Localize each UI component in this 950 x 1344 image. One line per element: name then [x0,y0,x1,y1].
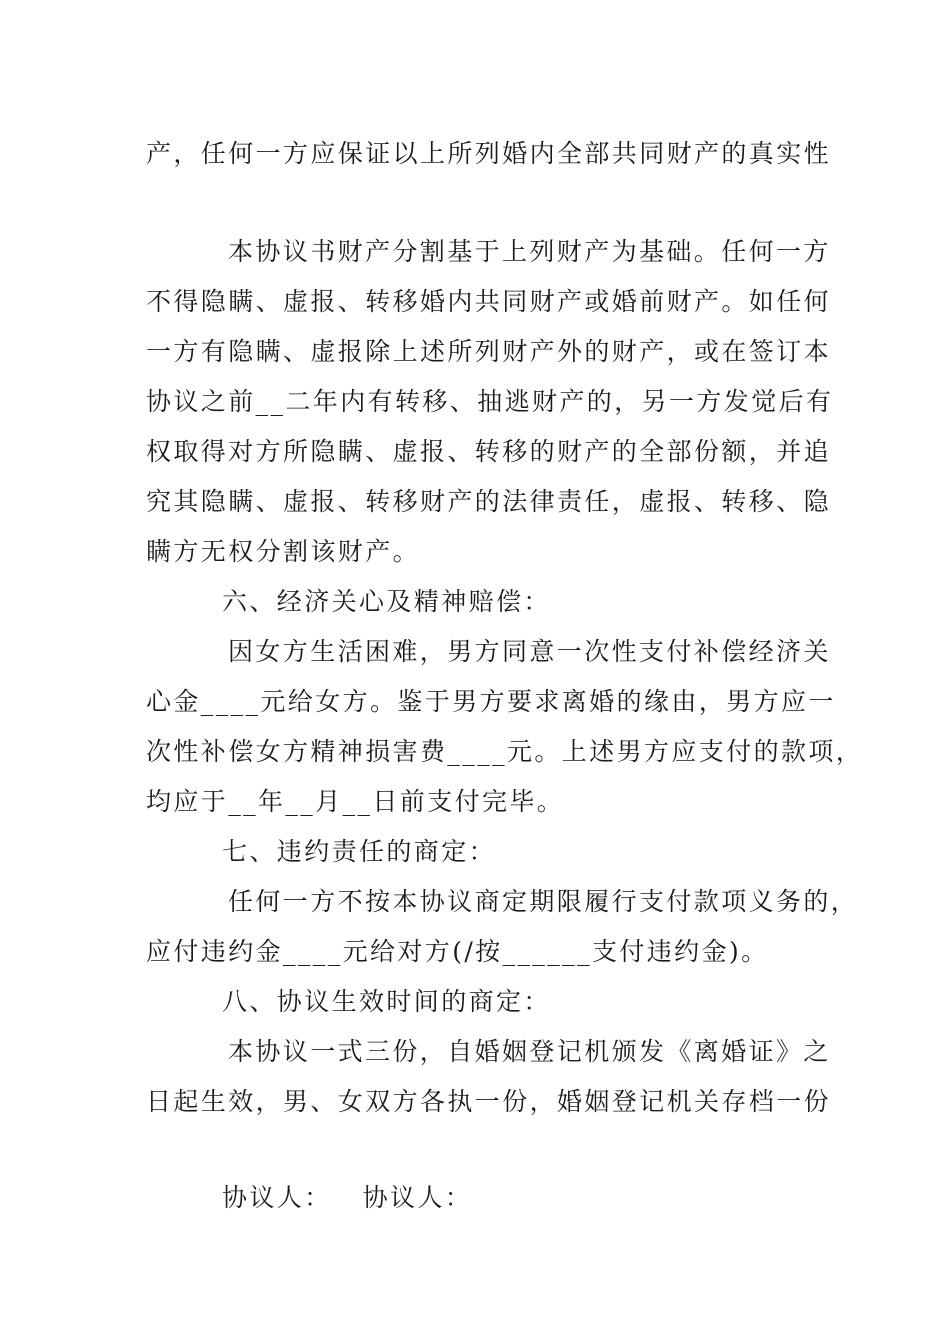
property-para-line: 权取得对方所隐瞒、虚报、转移的财产的全部份额，并追 [146,437,832,466]
section-6-line: 心金____元给女方。鉴于男方要求离婚的缘由，男方应一 [146,687,836,716]
paragraph-continuation: 产，任何一方应保证以上所列婚内全部共同财产的真实性 [146,139,832,168]
section-8-heading: 八、协议生效时间的商定： [222,987,551,1016]
section-7-line: 任何一方不按本协议商定期限履行支付款项义务的， [228,887,859,916]
section-6-heading: 六、经济关心及精神赔偿： [222,587,551,616]
property-para-line: 一方有隐瞒、虚报除上述所列财产外的财产，或在签订本 [146,337,832,366]
section-6-line: 均应于__年__月__日前支付完毕。 [146,787,565,816]
section-6-line: 次性补偿女方精神损害费____元。上述男方应支付的款项， [146,737,864,766]
property-para-line: 究其隐瞒、虚报、转移财产的法律责任，虚报、转移、隐 [146,487,832,516]
section-6-line: 因女方生活困难，男方同意一次性支付补偿经济关 [228,637,831,666]
property-para-line: 本协议书财产分割基于上列财产为基础。任何一方 [228,237,831,266]
property-para-line: 协议之前__二年内有转移、抽逃财产的，另一方发觉后有 [146,387,834,416]
property-para-line: 瞒方无权分割该财产。 [146,537,421,566]
property-para-line: 不得隐瞒、虚报、转移婚内共同财产或婚前财产。如任何 [146,287,832,316]
signature-line: 协议人： 协议人： [222,1183,473,1212]
section-7-line: 应付违约金____元给对方(/按______支付违约金)。 [146,937,769,966]
section-7-heading: 七、违约责任的商定： [222,837,497,866]
section-8-line: 本协议一式三份，自婚姻登记机颁发《离婚证》之 [228,1037,831,1066]
section-8-line: 日起生效，男、女双方各执一份，婚姻登记机关存档一份 [146,1087,832,1116]
